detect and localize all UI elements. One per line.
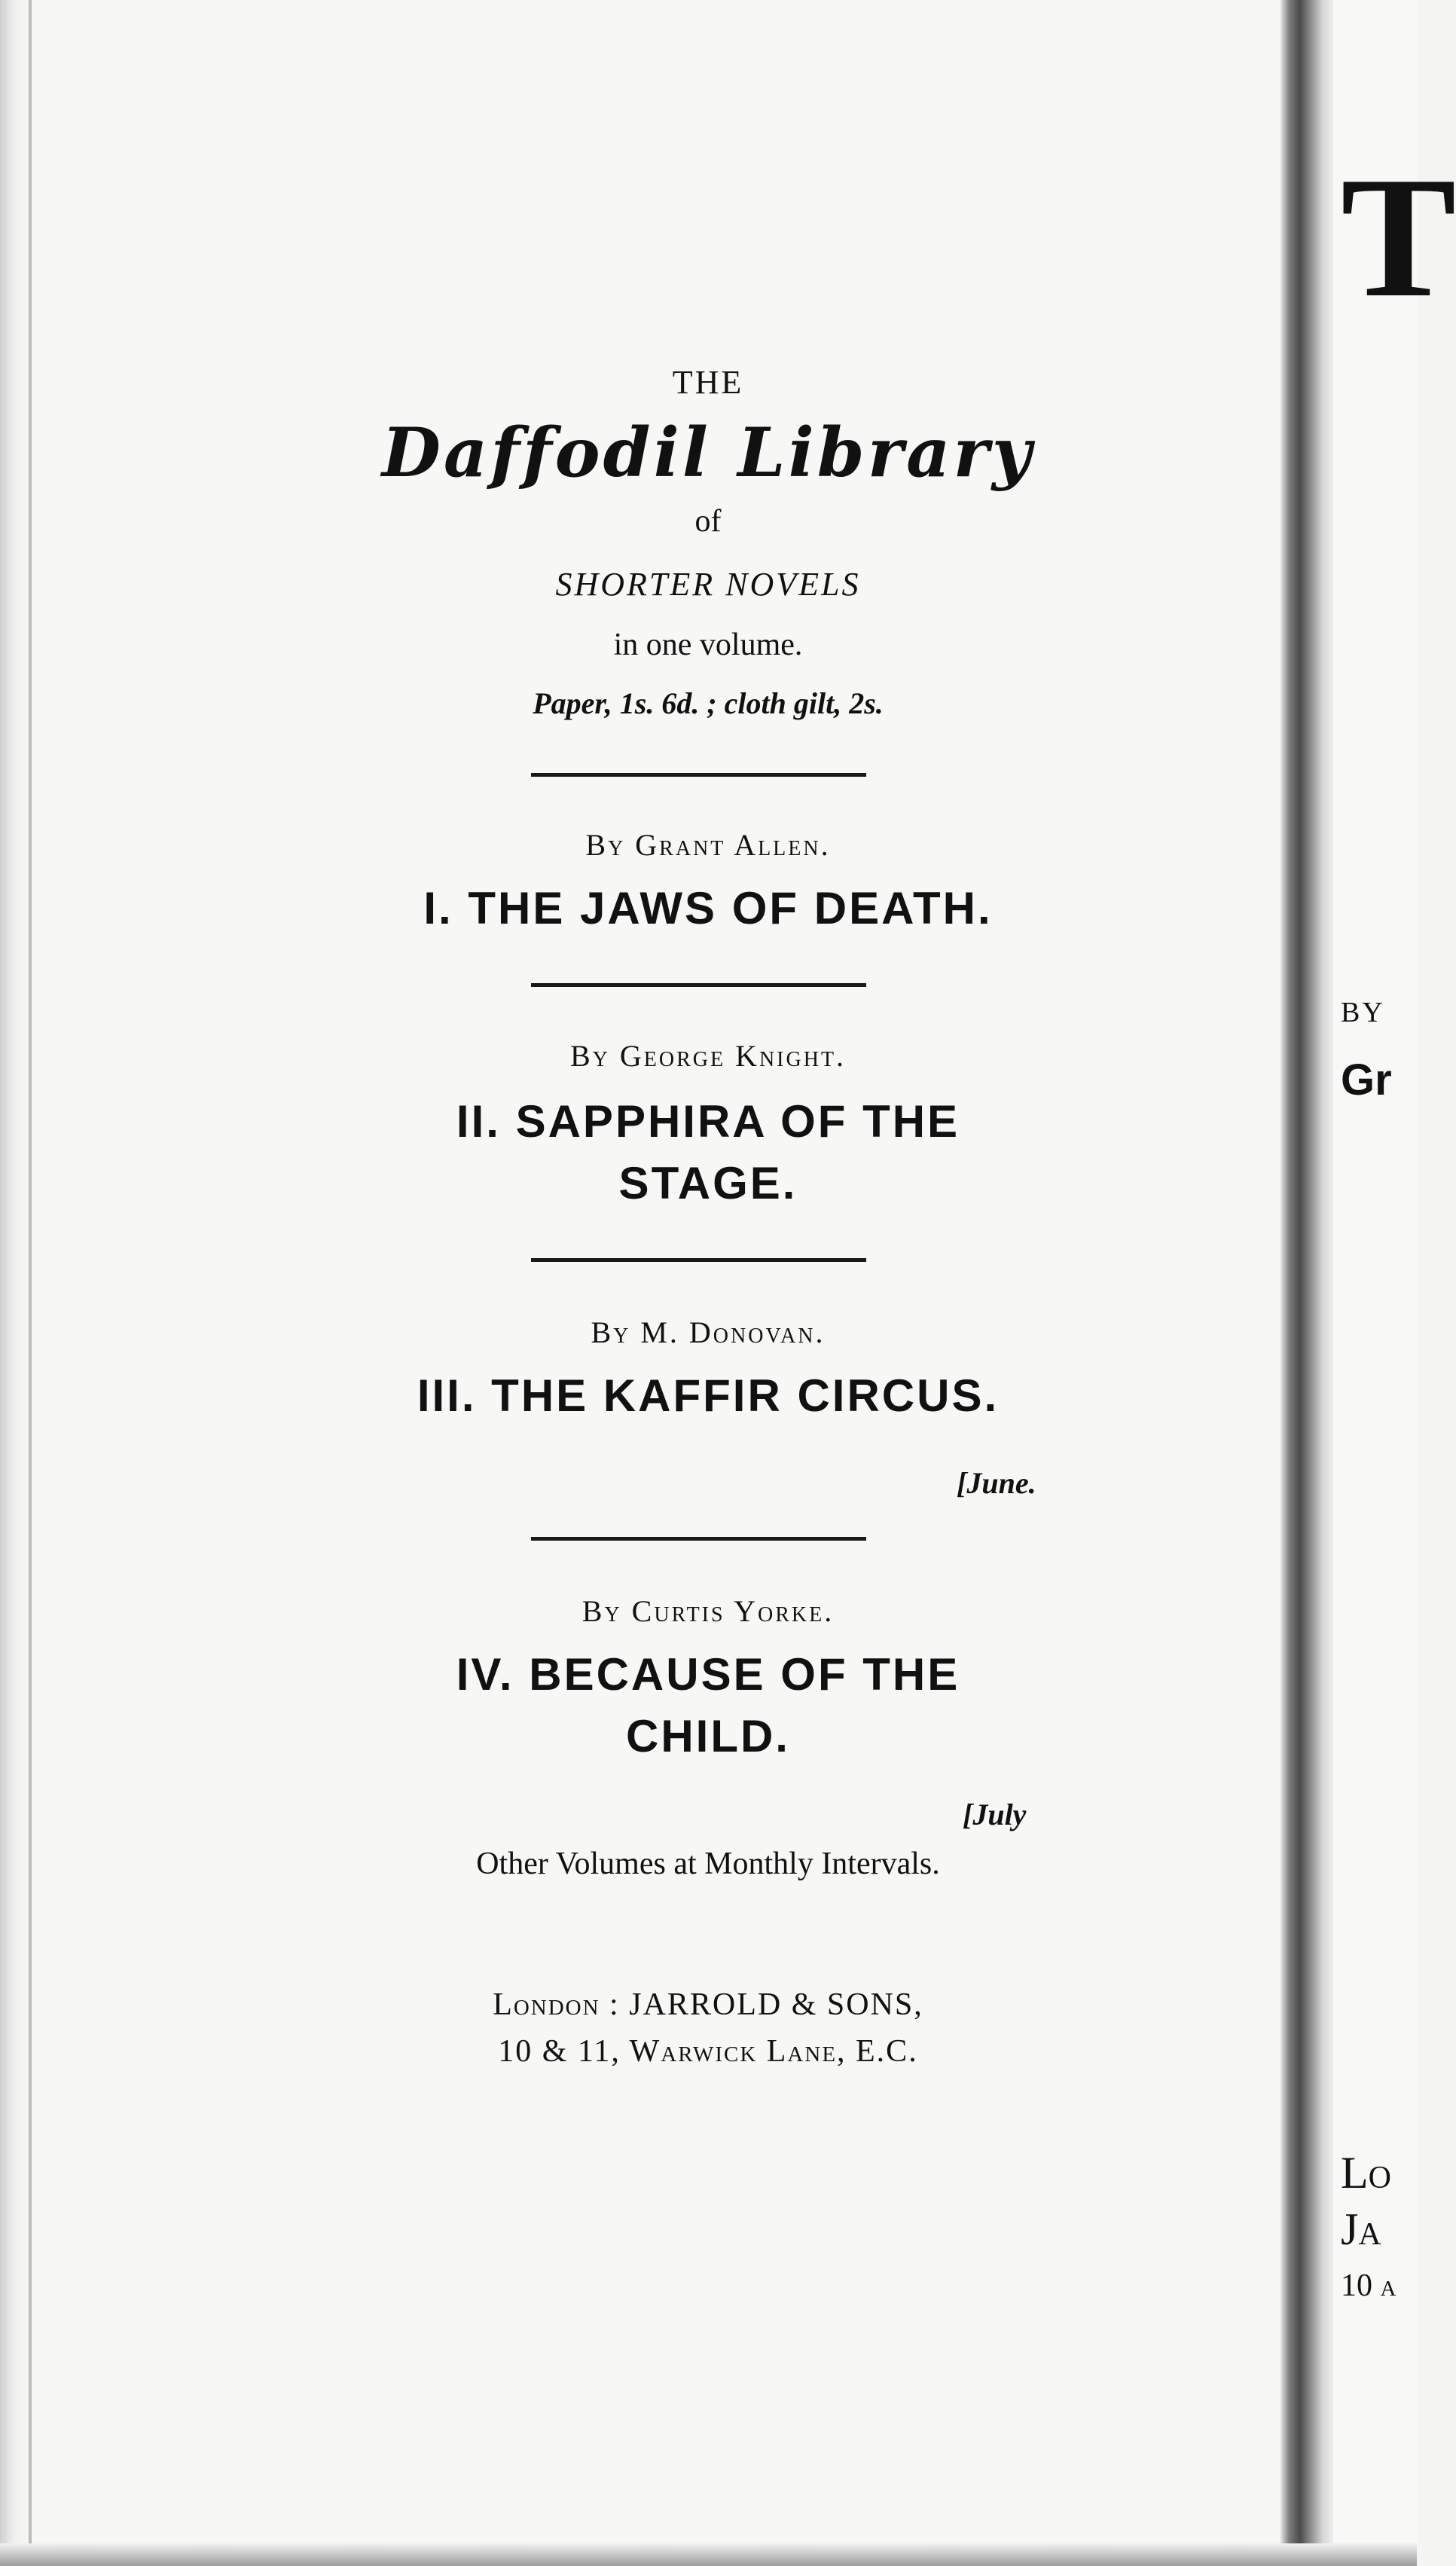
right-page-author-fragment: Gr xyxy=(1341,1055,1392,1104)
book-1-author: By Grant Allen. xyxy=(585,828,831,862)
format-line: in one volume. xyxy=(613,628,803,662)
book-4-title-line1: IV. BECAUSE OF THE xyxy=(456,1649,960,1700)
bottom-page-edge xyxy=(0,2543,1417,2566)
book-3-author: By M. Donovan. xyxy=(591,1315,826,1349)
right-page-address-fragment: 10 a xyxy=(1341,2268,1396,2303)
right-page-london-fragment: Lo xyxy=(1341,2148,1391,2198)
book-1-title: I. THE JAWS OF DEATH. xyxy=(423,883,993,933)
right-page-big-letter: T xyxy=(1341,141,1456,333)
other-volumes-note: Other Volumes at Monthly Intervals. xyxy=(476,1847,940,1881)
book-gutter xyxy=(1280,0,1333,2566)
left-edge-line xyxy=(29,0,32,2566)
right-page-by: BY xyxy=(1341,997,1385,1028)
divider-rule xyxy=(531,1537,866,1541)
book-2-title-line2: STAGE. xyxy=(618,1158,798,1208)
publisher-line-2: 10 & 11, Warwick Lane, E.C. xyxy=(498,2034,918,2069)
book-4-month: [July xyxy=(963,1798,1027,1831)
book-4-title-line2: CHILD. xyxy=(626,1711,790,1761)
price-line: Paper, 1s. 6d. ; cloth gilt, 2s. xyxy=(533,686,884,720)
publisher-line-1: London : JARROLD & SONS, xyxy=(493,1987,923,2022)
right-page-jarrold-fragment: Ja xyxy=(1341,2204,1381,2254)
book-3-title: III. THE KAFFIR CIRCUS. xyxy=(417,1370,1000,1421)
book-3-month: [June. xyxy=(957,1466,1036,1500)
series-name: SHORTER NOVELS xyxy=(555,566,861,603)
book-2-title-line1: II. SAPPHIRA OF THE xyxy=(456,1096,960,1147)
book-2-author: By George Knight. xyxy=(569,1039,847,1073)
divider-rule xyxy=(531,1258,866,1262)
header-of: of xyxy=(694,504,722,539)
library-title: Daffodil Library xyxy=(381,413,1035,493)
divider-rule xyxy=(531,773,866,777)
book-4-author: By Curtis Yorke. xyxy=(581,1594,835,1628)
divider-rule xyxy=(531,983,866,987)
publisher-imprint xyxy=(362,1981,1055,2075)
header-the: THE xyxy=(672,364,744,401)
